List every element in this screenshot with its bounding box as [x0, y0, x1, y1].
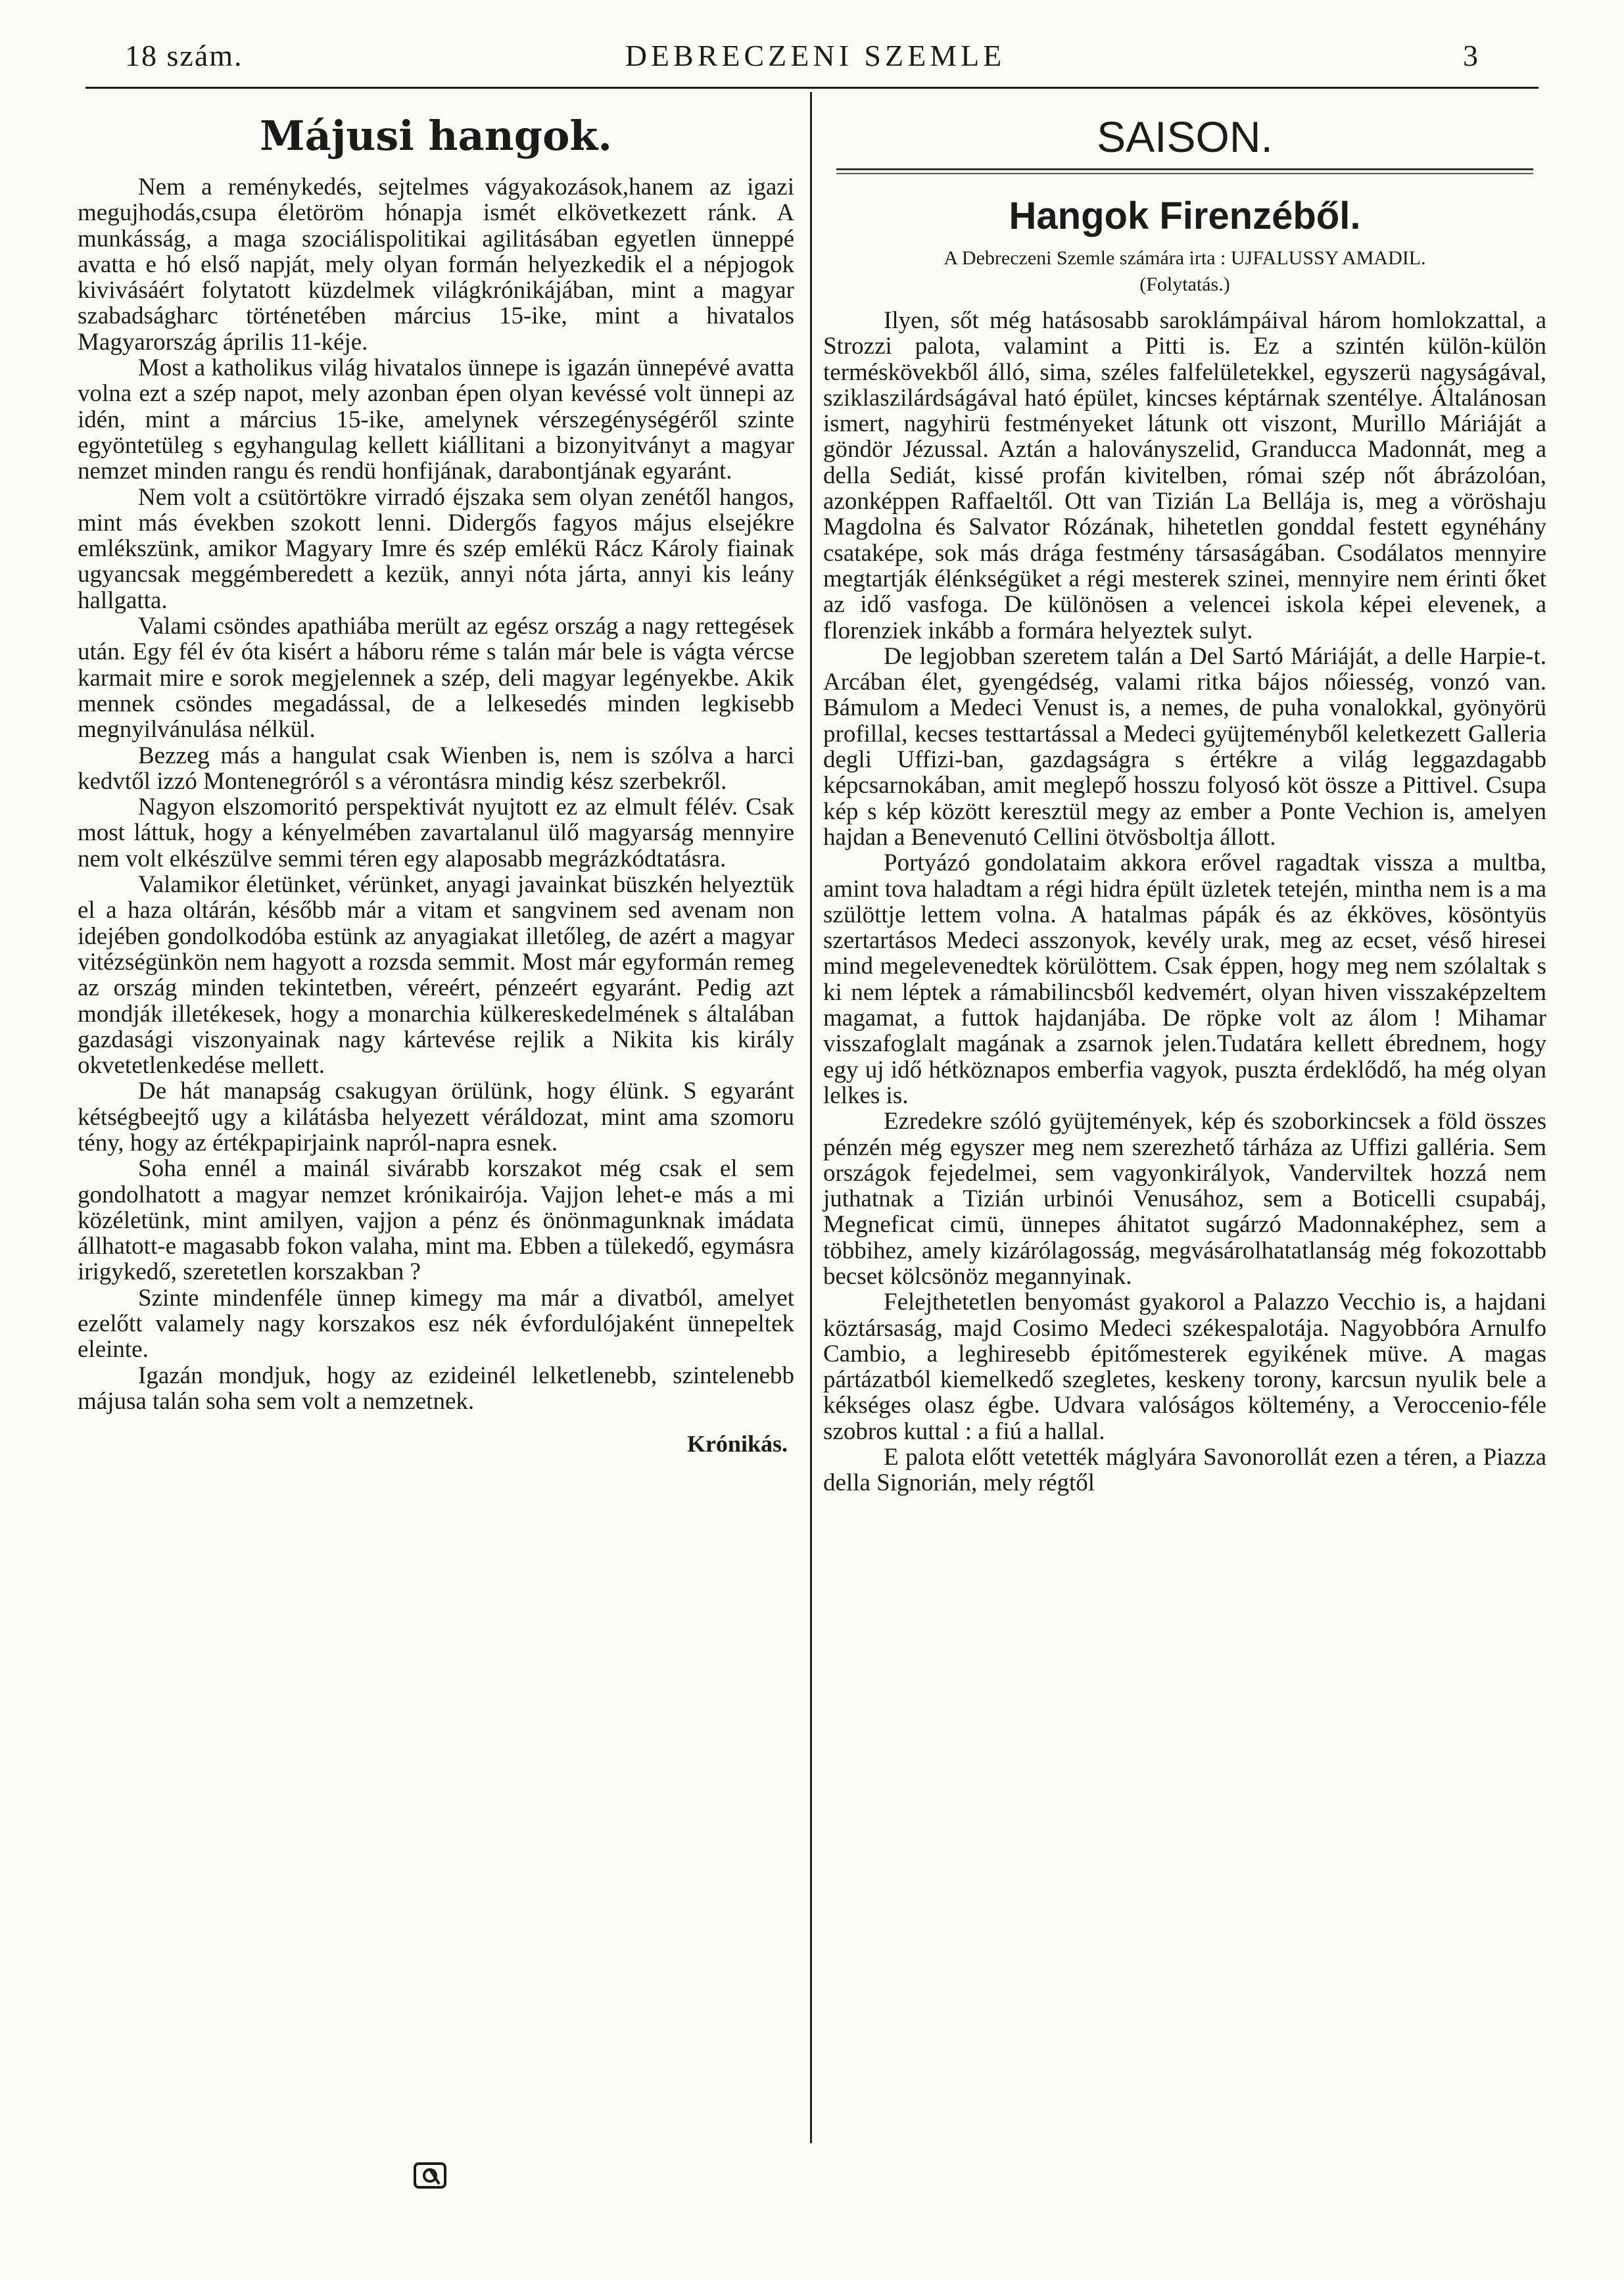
- issue-number: 18 szám.: [125, 39, 243, 72]
- article-paragraph: Most a katholikus világ hivatalos ünnepe is igazán ünnepévé avatta volna ezt a szép napot, mely azonban épen olyan kevéssé volt ünnepi az idén, mint a március 15-ike, amelynek vérszegénységéről szinte egyöntetüleg s egyhangulag kellett kiállitani a bizonyitványt a magyar nemzet minden rangu és rendü honfijának, darabontjának egyaránt.: [78, 354, 794, 485]
- article-paragraph: Nem a reménykedés, sejtelmes vágyakozások,hanem az igazi megujhodás,csupa életöröm hónapja ismét elkövetkezett ránk. A munkásság, a maga szociálispolitikai agilitásában egyetlen ünneppé avatta e hó első napját, mely olyan formán helyezkedik el a népjogok kivivásáért folytatott küzdelmek világkrónikájában, mint a magyar szabadságharc történetében március 15-ike, mint a hivatalos Magyarország április 11-kéje.: [78, 174, 794, 356]
- article-paragraph: De hát manapság csakugyan örülünk, hogy élünk. S egyaránt kétségbeejtő ugy a kilátásba helyezett véráldozat, mint ama szomoru tény, hogy az értékpapirjaink napról-napra esnek.: [78, 1078, 794, 1156]
- header-rule: [85, 87, 1539, 89]
- page-header: [125, 38, 1506, 79]
- article-paragraph: Soha ennél a mainál sivárabb korszakot még csak el sem gondolhatott a magyar nemzet krónikairója. Vajjon lehet-e más a mi közéletünk, mint amilyen, vajjon a pénz és önönmagunknak imádata állhatott-e magasabb fokon valaha, mint ma. Ebben a tülekedő, egymásra irigykedő, szeretetlen korszakban ?: [78, 1155, 794, 1286]
- article-paragraph: Portyázó gondolataim akkora erővel ragadtak vissza a multba, amint tova haladtam a régi hidra épült üzletek tetején, mintha nem is a ma szülöttje lettem volna. A hatalmas pápák és az ékköves, kösöntyüs szertartásos Medeci asszonyok, kevély urak, meg az ecset, véső hiresei mind megelevenedtek körülöttem. Csak éppen, hogy meg nem szólaltak s ki nem léptek a rámabilincsből kedvemért, olyan hiven visszaképzeltem magamat, a futtok hajdanjába. De röpke volt az álom ! Mihamar visszafoglalt magának a zsarnok jelen.Tudatára kellett ébrednem, hogy egy uj idő hétköznapos emberfia vagyok, puszta érdeklődő, ha még olyan lelkes is.: [823, 849, 1546, 1109]
- article-paragraph: Nagyon elszomoritó perspektivát nyujtott ez az elmult félév. Csak most láttuk, hogy a kényelmében zavartalanul ülő magyarság mennyire nem volt elkészülve semmi téren egy alaposabb megrázkódtatásra.: [78, 794, 794, 872]
- column-divider: [810, 92, 812, 2143]
- section-title: SAISON.: [1097, 112, 1273, 161]
- article-paragraph: E palota előtt vetették máglyára Savonorollát ezen a téren, a Piazza della Signorián, mely régtől: [823, 1444, 1546, 1497]
- article-paragraph: De legjobban szeretem talán a Del Sartó Máriáját, a delle Harpie-t. Arcában élet, gyengédség, valami ritka bájos nőiesség, vonzó van. Bámulom a Medeci Venust is, a nemes, de puha vonalokkal, gyönyörü profillal, kecses testtartással a Medeci gyüjteményből keletkezett Galleria degli Uffizi-ban, gazdagságra s értékre a világ leggazdagabb képcsarnokában, amit meglepő hosszu folyosó köt össze a Pittivel. Csupa kép s kép között keresztül megy az ember a Ponte Vechion is, amelyen hajdan a Benevenutó Cellini ötvösboltja állott.: [823, 642, 1546, 851]
- author-signature: Krónikás.: [686, 1431, 788, 1458]
- article-paragraph: Bezzeg más a hangulat csak Wienben is, nem is szólva a harci kedvtől izzó Montenegróról s a vérontásra mindig kész szerbekről.: [78, 742, 794, 795]
- printer-mark-icon: [413, 2162, 447, 2189]
- article-paragraph: Felejthetetlen benyomást gyakorol a Palazzo Vecchio is, a hajdani köztársaság, majd Cosimo Medeci székespalotája. Nagyobbóra Arnulfo Cambio, a leghiresebb épitőmesterek egyikének müve. A magas pártázatból kiemelkedő szegletes, keskeny torony, karcsun nyulik bele a kékséges olasz égbe. Udvara valóságos költemény, a Veroccenio-féle szobros kuttal : a fiú a hallal.: [823, 1289, 1546, 1445]
- masthead-title: DEBRECZENI SZEMLE: [625, 39, 1006, 72]
- article-title: Májusi hangok.: [260, 112, 612, 160]
- article-body: [823, 308, 1546, 1496]
- article-paragraph: Ilyen, sőt még hatásosabb saroklámpáival három homlokzattal, a Strozzi palota, valamint a Pitti is. Ez a szintén külön-külön terméskövekből álló, sima, széles falfelületekkel, egyszerü nagyságával, sziklaszilárdságával ható épület, kincses képtárnak szentélye. Általánosan ismert, nagyhirü festményeket látunk ott viszont, Murillo Máriáját a göndör Jézussal. Aztán a haloványszelid, Granducca Madonnát, meg a della Sediát, kissé profán kivitelben, római szép nőt ábrázolóan, azonképpen Raffaeltől. Ott van Tizián La Bellája is, meg a vöröshaju Magdolna és Salvator Rózának, hihetetlen gonddal festett egynéhány csataképe, sok más drága festmény társaságában. Csodálatos mennyire megtartják élénkségüket a régi mesterek szinei, mennyire nem érinti őket az idő vasfoga. De különösen a velencei iskola képei elevenek, a florenziek inkább a formára helyeztek sulyt.: [823, 307, 1546, 644]
- article-paragraph: Igazán mondjuk, hogy az ezideinél lelketlenebb, szintelenebb májusa talán soha sem volt a nemzetnek.: [78, 1362, 794, 1415]
- article-paragraph: Valamikor életünket, vérünket, anyagi javainkat büszkén helyeztük el a haza oltárán, később már a vitam et sangvinem sed avenam non idejében gondolkodóba estünk az anyagiakat illetőleg, de azért a magyar vitézségünkön nem hagyott a rozsda semmit. Most már egyformán remeg az ország minden tekintetben, véreért, pénzeért egyaránt. Pedig azt mondják illetékesek, hogy a monarchia külkereskedelmének s általában gazdasági viszonyainak nagy kártevése rejlik a Nikita kis király okvetetlenkedése mellett.: [78, 871, 794, 1080]
- article-paragraph: Valami csöndes apathiába merült az egész ország a nagy rettegések után. Egy fél év óta kisért a háboru réme s talán már bele is vágta vércse karmait mire e sorok megjelennek a szép, deli magyar legényekbe. Akik mennek csöndes megadással, de a lelkesedés minden legkisebb megnyilvánulása nélkül.: [78, 613, 794, 744]
- continued-note: (Folytatás.): [1139, 273, 1230, 295]
- article-paragraph: Szinte mindenféle ünnep kimegy ma már a divatból, amelyet ezelőtt valamely nagy korszakos esz nék évfordulójaként ünnepeltek eleinte.: [78, 1284, 794, 1364]
- left-column: [78, 112, 794, 1458]
- section-rule-thin: [836, 173, 1533, 174]
- article-title: Hangok Firenzéből.: [1009, 195, 1361, 237]
- article-paragraph: Ezredekre szóló gyüjtemények, kép és szoborkincsek a föld összes pénzén még egyszer meg nem szerezhető tárháza az Uffizi galléria. Sem országok fejedelmei, sem vagyonkirályok, Vanderviltek hozzá nem juthatnak a Tizián urbinói Venusához, sem a Boticelli csupabáj, Megneficat cimü, ünnepes áhitatot sugárzó Madonnaképhez, sem a többihez, amely kizárólagosság, megvásárolhatatlanság még fokozottabb becset kölcsönöz megannyinak.: [823, 1108, 1546, 1290]
- page-number: 3: [1463, 39, 1479, 72]
- article-byline: A Debreczeni Szemle számára irta : UJFALUSSY AMADIL.: [943, 247, 1426, 269]
- section-rule: [836, 168, 1533, 170]
- right-column: [823, 112, 1546, 1496]
- article-paragraph: Nem volt a csütörtökre virradó éjszaka sem olyan zenétől hangos, mint más években szokott lenni. Didergős fagyos május elsejékre emlékszünk, amikor Magyary Imre és szép emlékü Rácz Károly fiainak ugyancsak meggémberedett a kezük, annyi nóta járta, annyi kis leány hallgatta.: [78, 483, 794, 614]
- article-body: [78, 174, 794, 1414]
